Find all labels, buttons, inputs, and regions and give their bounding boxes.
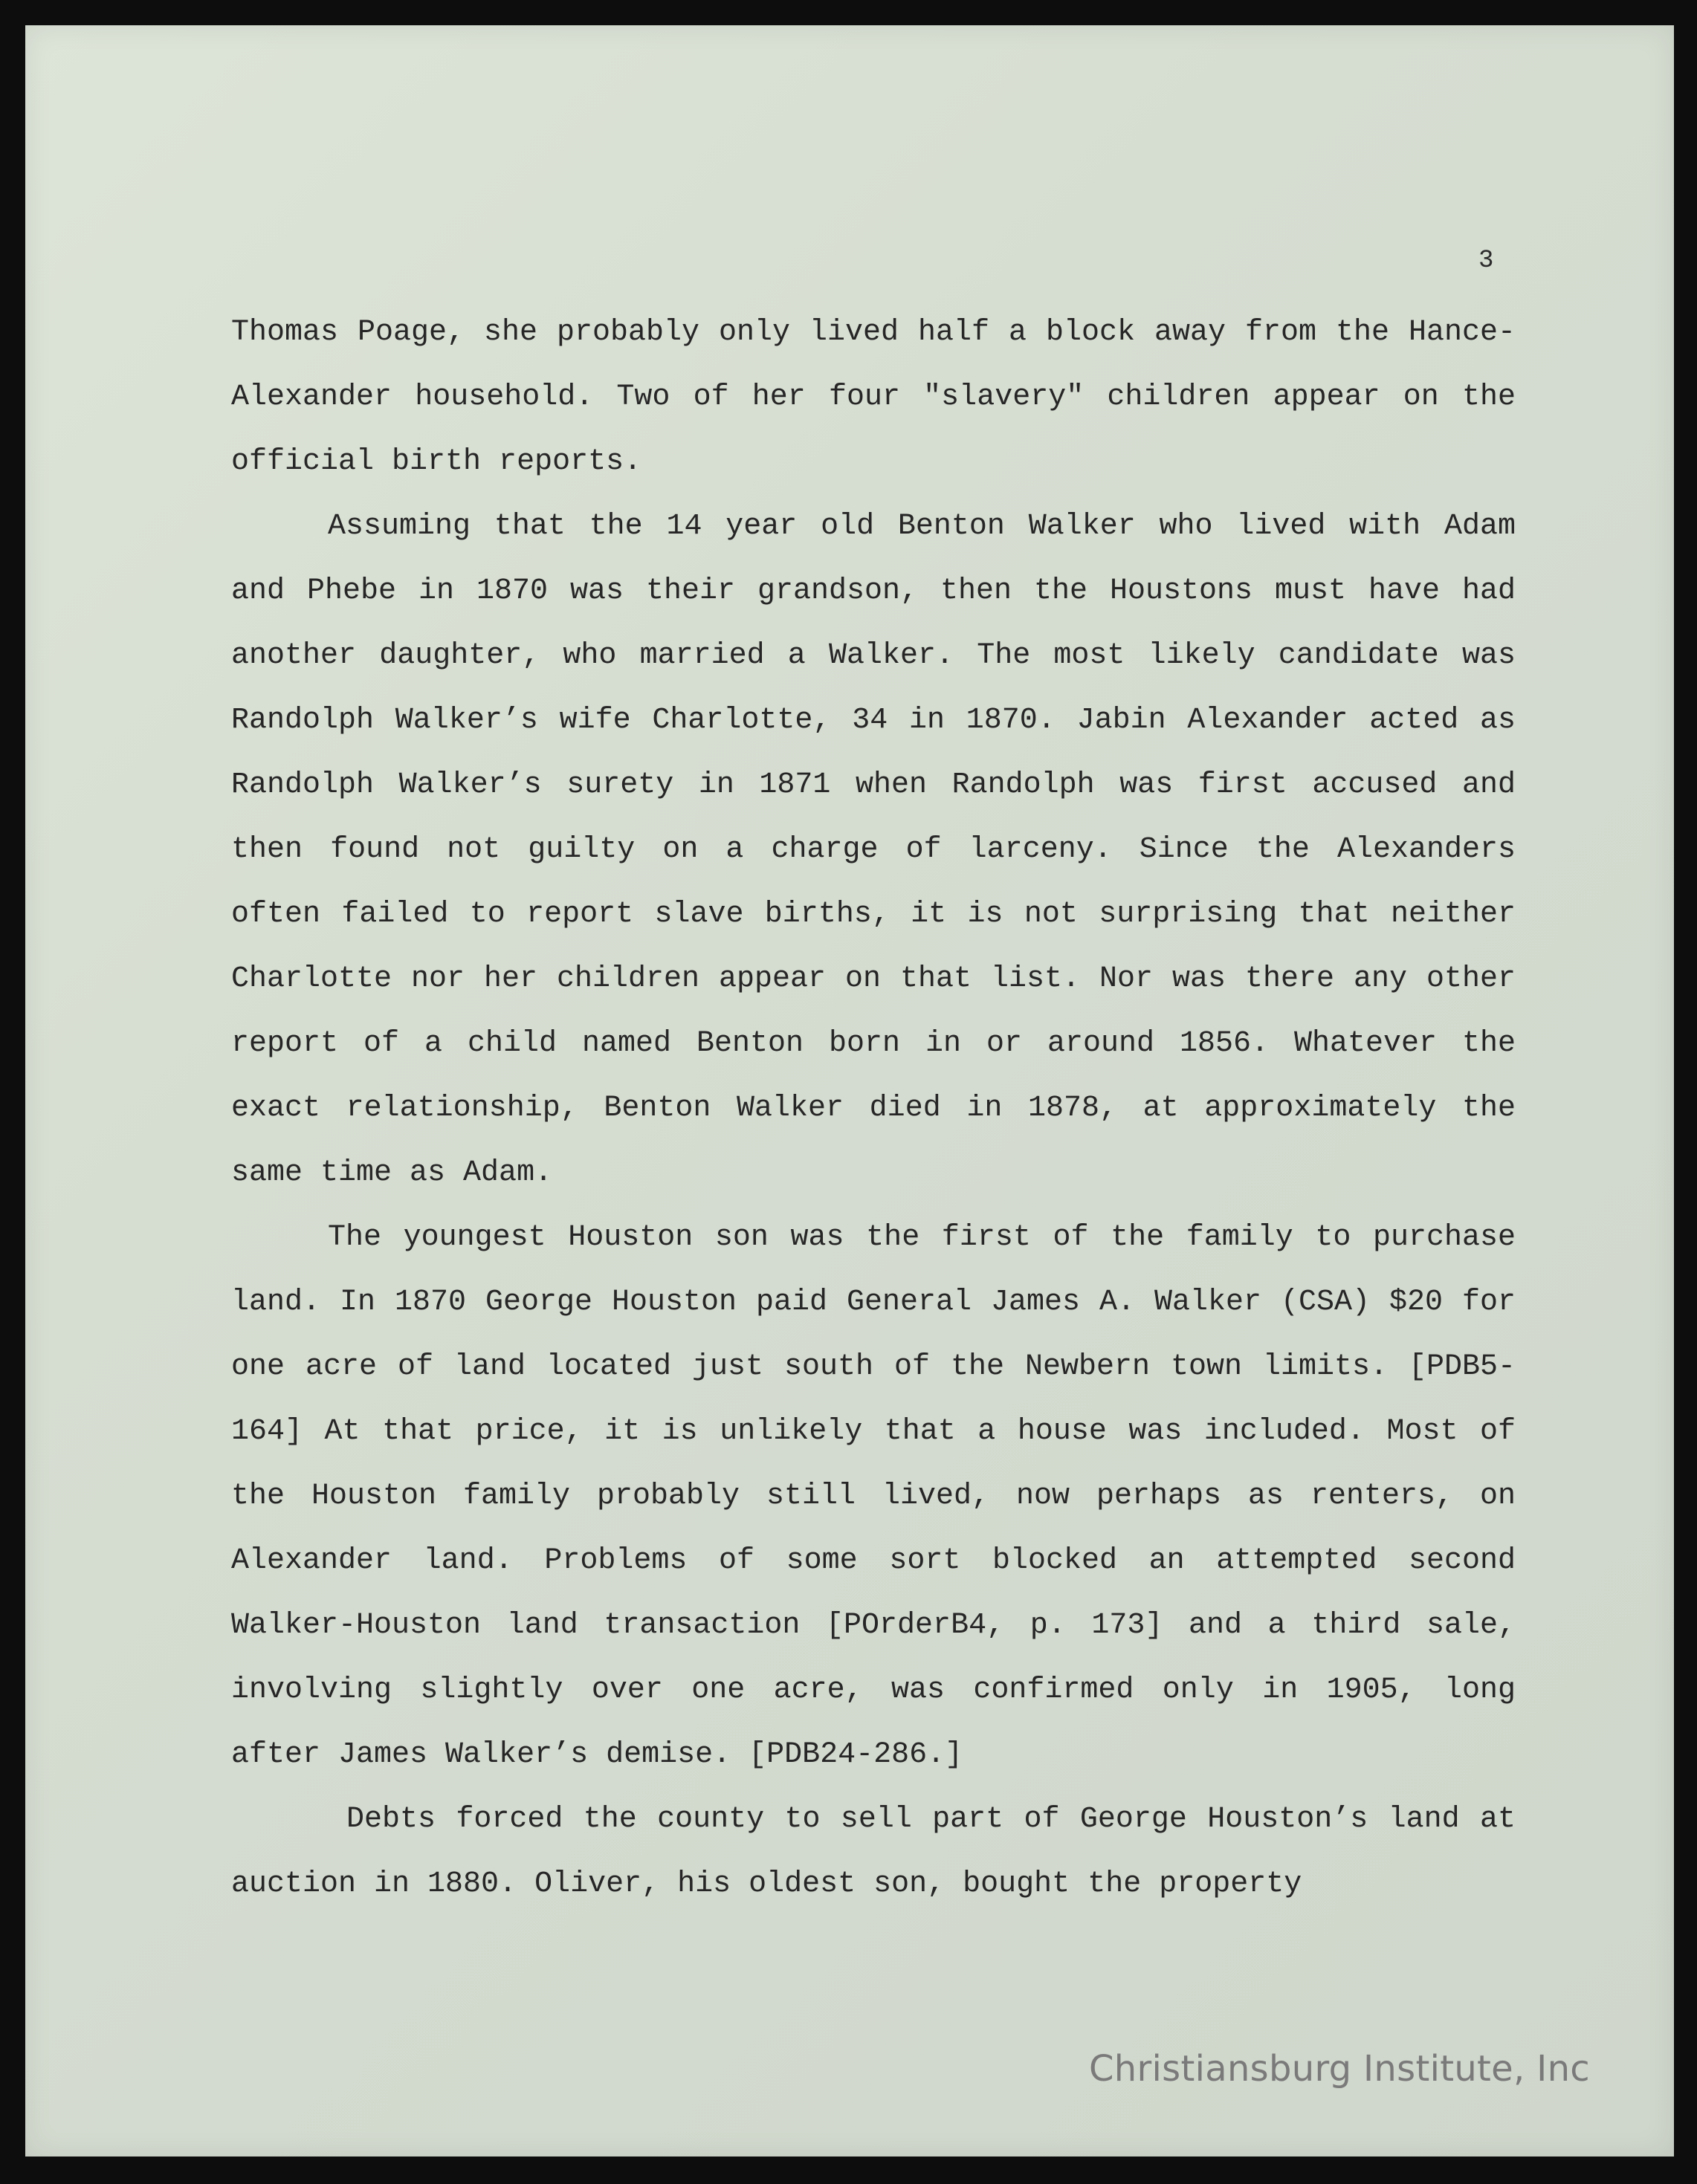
paragraph-2: Assuming that the 14 year old Benton Walker who lived with Adam and Phebe in 1870 was their grandson, then the Houstons must have had another daughter, who married a Walker. The most likely candidate was Randolph Walker’s wife Charlotte, 34 in 1870. Jabin Alexander acted as Randolph Walker’s surety in 1871 when Randolph was first accused and then found not guilty on a charge of larceny. Since the Alexanders often failed to report slave births, it is not surprising that neither Charlotte nor her children appear on that list. Nor was there any other report of a child named Benton born in or around 1856. Whatever the exact relationship, Benton Walker died in 1878, at approximately the same time as Adam. bbox=[231, 510, 1516, 1190]
paragraph-1: Thomas Poage, she probably only lived half a block away from the Hance-Alexander household. Two of her four "slavery" children appear on the official birth reports. bbox=[231, 316, 1516, 479]
page-number: 3 bbox=[1478, 247, 1494, 275]
document-page bbox=[25, 25, 1674, 2157]
watermark: Christiansburg Institute, Inc bbox=[1088, 2048, 1590, 2090]
paragraph-4: Debts forced the county to sell part of George Houston’s land at auction in 1880. Oliver, his oldest son, bought the property bbox=[231, 1803, 1516, 1901]
body-text bbox=[231, 300, 1516, 1916]
paragraph-3: The youngest Houston son was the first of the family to purchase land. In 1870 George Houston paid General James A. Walker (CSA) $20 for one acre of land located just south of the Newbern town limits. [PDB5-164] At that price, it is unlikely that a house was included. Most of the Houston family probably still lived, now perhaps as renters, on Alexander land. Problems of some sort blocked an attempted second Walker-Houston land transaction [POrderB4, p. 173] and a third sale, involving slightly over one acre, was confirmed only in 1905, long after James Walker’s demise. [PDB24-286.] bbox=[231, 1221, 1516, 1772]
